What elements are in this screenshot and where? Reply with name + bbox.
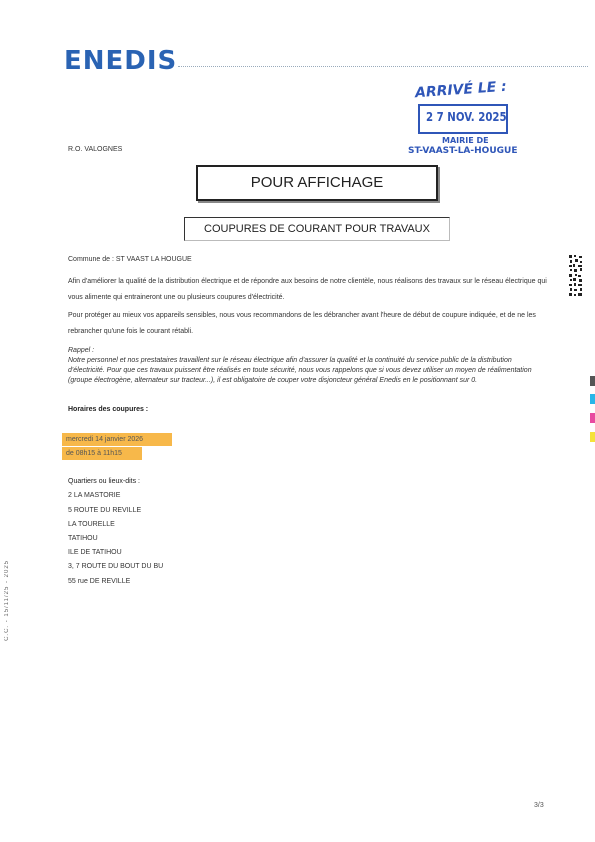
list-item: TATIHOU [68,535,98,542]
stamp-date: 2 7 NOV. 2025 [426,110,507,124]
schedule-time: de 08h15 à 11h15 [62,447,142,460]
notice-title: POUR AFFICHAGE [196,165,438,201]
color-mark-cyan [590,394,595,404]
enedis-logo: ENEDIS [64,46,178,76]
stamp-line1: ARRIVÉ LE : [414,78,508,102]
datamatrix-code [568,254,584,298]
color-mark-black [590,376,595,386]
advice-paragraph: Pour protéger au mieux vos appareils sensibles, nous vous recommandons de les débrancher avant l'heure de début de coupure indiquée, et de ne les rebrancher qu'une fois le courant rétabli. [68,312,536,335]
list-item: 2 LA MASTORIE [68,492,121,499]
list-item: LA TOURELLE [68,521,115,528]
sender-label: R.O. VALOGNES [68,146,123,153]
commune-line: Commune de : ST VAAST LA HOUGUE [68,256,192,263]
arrival-stamp [408,78,518,164]
stamp-line2: MAIRIE DE [442,136,489,145]
schedule-label: Horaires des coupures : [68,406,149,413]
recall-label: Rappel : [68,347,95,354]
notice-subtitle: COUPURES DE COURANT POUR TRAVAUX [184,217,450,241]
list-item: 55 rue DE REVILLE [68,578,131,585]
list-item: 5 ROUTE DU REVILLE [68,507,142,514]
color-mark-yellow [590,432,595,442]
schedule-date: mercredi 14 janvier 2026 [62,433,172,446]
list-item: 3, 7 ROUTE DU BOUT DU BU [68,563,164,570]
side-reference: C.C. - 15/11/25 - 2025 [4,560,10,641]
stamp-line3: ST-VAAST-LA-HOUGUE [408,146,518,156]
color-mark-magenta [590,413,595,423]
page-number: 3/3 [534,802,544,809]
list-item: ILE DE TATIHOU [68,549,122,556]
header-rule [178,66,588,67]
intro-paragraph: Afin d'améliorer la qualité de la distribution électrique et de répondre aux besoins de notre clientèle, nous réalisons des travaux sur le réseau électrique qui vous alimente qui entraineront une ou plusieurs coupures d'électricité. [68,278,547,301]
recall-text: Notre personnel et nos prestataires travaillent sur le réseau électrique afin d'assurer la qualité et la continuité du service public de la distribution d'électricité. Pour que ces travaux puissent être réalisés en toute sécurité, nous vous rappelons que si vous devez utiliser un moyen de réalimentation (groupe électrogène, alternateur sur tracteur...), il est obligatoire de couper votre disjoncteur général Enedis en le positionnant sur 0. [68,357,532,384]
areas-label: Quartiers ou lieux-dits : [68,478,140,485]
